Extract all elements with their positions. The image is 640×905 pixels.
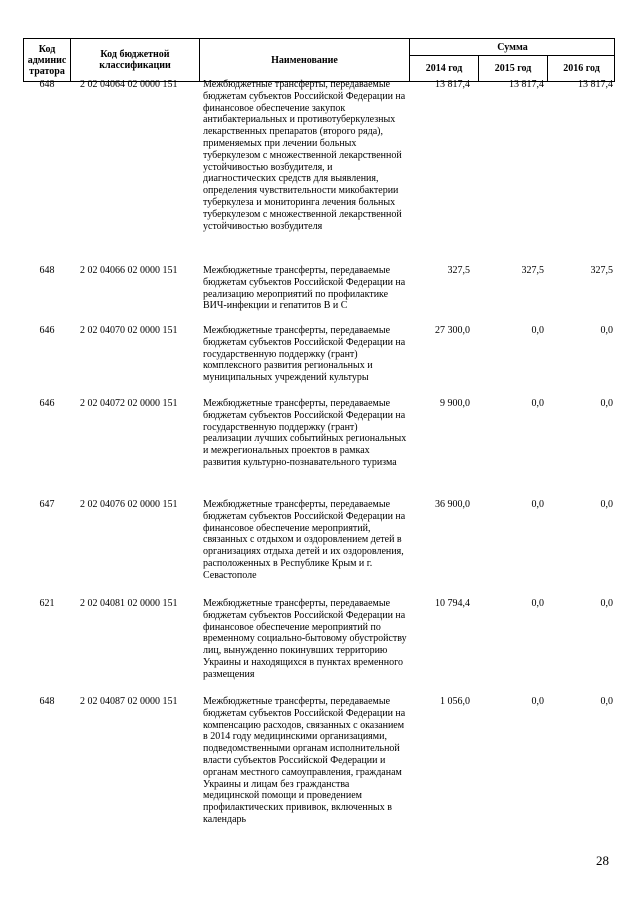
amount-2015: 0,0 bbox=[531, 325, 544, 336]
header-year-2016: 2016 год bbox=[563, 63, 600, 74]
admin-code: 648 bbox=[39, 265, 55, 276]
admin-code: 648 bbox=[39, 79, 55, 90]
header-admin-code: Код админис тратора bbox=[27, 43, 67, 77]
admin-code: 647 bbox=[39, 499, 55, 510]
admin-code: 621 bbox=[39, 598, 55, 609]
amount-2015: 0,0 bbox=[531, 499, 544, 510]
amount-2014: 1 056,0 bbox=[440, 696, 470, 707]
amount-2016: 0,0 bbox=[600, 598, 613, 609]
page-number: 28 bbox=[596, 853, 609, 868]
budget-code: 2 02 04076 02 0000 151 bbox=[80, 499, 178, 510]
amount-2014: 36 900,0 bbox=[435, 499, 470, 510]
admin-code: 646 bbox=[39, 325, 55, 336]
header-sum: Сумма bbox=[497, 41, 528, 53]
amount-2014: 27 300,0 bbox=[435, 325, 470, 336]
budget-code: 2 02 04064 02 0000 151 bbox=[80, 79, 178, 90]
amount-2016: 0,0 bbox=[600, 696, 613, 707]
amount-2015: 0,0 bbox=[531, 398, 544, 409]
item-name: Межбюджетные трансферты, передаваемые бюджетам субъектов Российской Федерации на финансовое обеспечение мероприятий, связанных с отдыхом и оздоровлением детей в организациях отдыха детей и их оздоровления, расположенных в Республике Крым и г. Севастополе bbox=[203, 499, 406, 581]
amount-2015: 13 817,4 bbox=[509, 79, 544, 90]
amount-2015: 0,0 bbox=[531, 696, 544, 707]
header-year-2015: 2015 год bbox=[494, 63, 532, 74]
amount-2014: 327,5 bbox=[447, 265, 470, 276]
budget-code: 2 02 04070 02 0000 151 bbox=[80, 325, 178, 336]
item-name: Межбюджетные трансферты, передаваемые бюджетам субъектов Российской Федерации на реализацию мероприятий по профилактике ВИЧ-инфекции и гепатитов В и С bbox=[203, 265, 406, 312]
item-name: Межбюджетные трансферты, передаваемые бюджетам субъектов Российской Федерации на государственную поддержку (грант) комплексного развития региональных и муниципальных учреждений культуры bbox=[203, 325, 406, 384]
amount-2015: 327,5 bbox=[521, 265, 544, 276]
amount-2016: 13 817,4 bbox=[578, 79, 613, 90]
header-name: Наименование bbox=[271, 54, 338, 66]
item-name: Межбюджетные трансферты, передаваемые бюджетам субъектов Российской Федерации на компенсацию расходов, связанных с оказанием в 2014 году медицинскими организациями, подведомственными органам исполнительной власти субъектов Российской Федерации и органам местного самоуправления, гражданам Украины и лицам без гражданства медицинской помощи и проведением профилактических прививок, включенных в календарь bbox=[203, 696, 406, 825]
amount-2015: 0,0 bbox=[531, 598, 544, 609]
budget-code: 2 02 04087 02 0000 151 bbox=[80, 696, 178, 707]
budget-code: 2 02 04066 02 0000 151 bbox=[80, 265, 178, 276]
amount-2016: 0,0 bbox=[600, 325, 613, 336]
header-year-2014: 2014 год bbox=[425, 63, 463, 74]
amount-2014: 13 817,4 bbox=[435, 79, 470, 90]
amount-2016: 0,0 bbox=[600, 398, 613, 409]
item-name: Межбюджетные трансферты, передаваемые бюджетам субъектов Российской Федерации на финансовое обеспечение мероприятий по временному социально-бытовому обустройству лиц, вынужденно покинувших территорию Украины и находящихся в пунктах временного размещения bbox=[203, 598, 407, 680]
budget-code: 2 02 04072 02 0000 151 bbox=[80, 398, 178, 409]
admin-code: 646 bbox=[39, 398, 55, 409]
item-name: Межбюджетные трансферты, передаваемые бюджетам субъектов Российской Федерации на финансовое обеспечение закупок антибактериальных и противотуберкулезных лекарственных препаратов (второго ряда), применяемых при лечении больных туберкулезом с множественной лекарственной устойчивостью возбудителя, и диагностических средств для выявления, определения чувствительности микобактерии туберкулеза и мониторинга лечения больных туберкулезом с множественной лекарственной устойчивостью возбудителя bbox=[203, 79, 406, 232]
amount-2014: 9 900,0 bbox=[440, 398, 470, 409]
item-name: Межбюджетные трансферты, передаваемые бюджетам субъектов Российской Федерации на государственную поддержку (грант) реализации лучших событийных региональных и межрегиональных проектов в рамках развития культурно-познавательного туризма bbox=[203, 398, 407, 468]
amount-2016: 0,0 bbox=[600, 499, 613, 510]
amount-2014: 10 794,4 bbox=[435, 598, 470, 609]
amount-2016: 327,5 bbox=[590, 265, 613, 276]
header-budget-code: Код бюджетной классификации bbox=[99, 49, 171, 71]
budget-code: 2 02 04081 02 0000 151 bbox=[80, 598, 178, 609]
table-header bbox=[23, 38, 615, 82]
admin-code: 648 bbox=[39, 696, 55, 707]
